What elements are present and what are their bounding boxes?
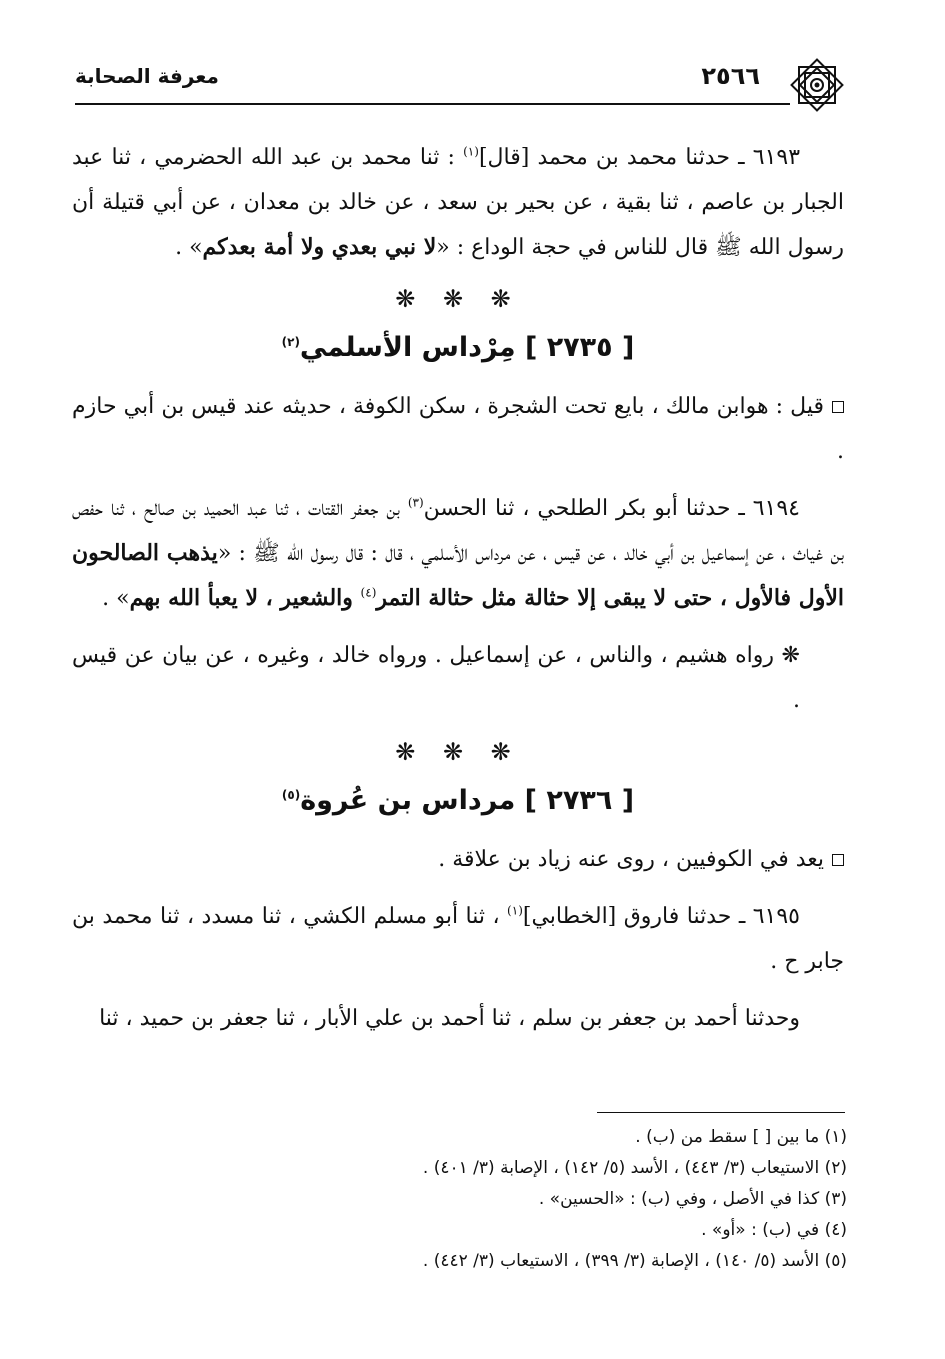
entry-title-text: [ ٢٧٣٦ ] مرداس بن عُروة: [300, 785, 635, 816]
entry-title-2735: [72, 324, 844, 372]
footnote-ref: (٣): [407, 495, 424, 510]
paragraph-text: » .: [175, 235, 203, 260]
paragraph-text: » .: [102, 586, 130, 611]
footnote-5: (٥) الأسد (٥/ ١٤٠) ، الإصابة (٣/ ٣٩٩) ، الاستيعاب (٣/ ٤٤٢) .: [422, 1251, 847, 1271]
box-marker-icon: [832, 854, 844, 866]
hadith-paragraph-6194: [72, 486, 844, 621]
footnote-2: (٢) الاستيعاب (٣/ ٤٤٣) ، الأسد (٥/ ١٤٢) ، الإصابة (٣/ ٤٠١) .: [422, 1158, 847, 1178]
footnote-ref: (١): [463, 144, 479, 159]
hadith-text: يذهب الصالحون الأول فالأول ، حتى لا يبقى إلا حثالة مثل حثالة التمر: [72, 540, 844, 611]
footnote-4: (٤) في (ب) : «أو» .: [701, 1220, 847, 1240]
paragraph-text: ٦١٩٣ ـ حدثنا محمد بن محمد [قال]: [478, 145, 801, 170]
biography-paragraph: [72, 384, 844, 474]
footnote-ref: (١): [507, 903, 523, 918]
paragraph-text: : ثنا محمد بن عبد الله الحضرمي ، ثنا عبد الجبار بن عاصم ، ثنا بقية ، عن بحير بن سعد ، عن خالد بن معدان ، عن أبي قتيلة أن رسول الله ﷺ قال للناس في حجة الوداع : «: [72, 145, 844, 260]
hadith-text: والشعير ، لا يعبأ الله بهم: [129, 585, 361, 611]
hadith-paragraph-6193: [72, 135, 844, 270]
paragraph-text: ٦١٩٤ ـ حدثنا أبو بكر الطلحي ، ثنا الحسن: [423, 496, 800, 521]
footnote-rule: [597, 1112, 845, 1113]
page-number: ٢٥٦٦: [701, 62, 760, 90]
octagram-ornament-icon: [789, 57, 845, 113]
footnote-ref: (٢): [281, 335, 300, 349]
box-marker-icon: [832, 401, 844, 413]
hadith-paragraph-continuation: وحدثنا أحمد بن جعفر بن سلم ، ثنا أحمد بن علي الأبار ، ثنا جعفر بن حميد ، ثنا: [99, 1006, 800, 1031]
paragraph-text: يعد في الكوفيين ، روى عنه زياد بن علاقة .: [438, 847, 824, 872]
main-text: [72, 135, 844, 1041]
footnotes: [147, 1122, 847, 1277]
paragraph-text: ، ثنا أبو مسلم الكشي ، ثنا مسدد ، ثنا محمد بن جابر ح .: [72, 904, 844, 974]
paragraph-text: ٦١٩٥ ـ حدثنا فاروق [الخطابي]: [522, 904, 800, 929]
footnote-ref: (٥): [281, 788, 301, 802]
footnote-1: (١) ما بين [ ] سقط من (ب) .: [635, 1127, 847, 1147]
paragraph-text: قيل : هوابن مالك ، بايع تحت الشجرة ، سكن الكوفة ، حديثه عند قيس بن أبي حازم .: [72, 394, 844, 464]
section-divider-stars: ❋ ❋ ❋: [395, 285, 521, 313]
entry-title-text: [ ٢٧٣٥ ] مِرْداس الأسلمي: [299, 332, 635, 363]
header-rule: [75, 103, 790, 105]
hadith-paragraph-6195: [72, 894, 844, 984]
paragraph-text: بن جعفر القتات ، ثنا عبد الحميد بن صالح ، ثنا حفص بن غياث ، عن إسماعيل بن أبي خالد ، عن قيس ، عن مرداس الأسلمي ، قال : قال رسول الله ﷺ : «: [72, 496, 844, 566]
footnote-3: (٣) كذا في الأصل ، وفي (ب) : «الحسين» .: [538, 1189, 847, 1209]
biography-paragraph: [72, 837, 844, 882]
footnote-ref: (٤): [360, 585, 377, 600]
section-divider-stars: ❋ ❋ ❋: [395, 738, 521, 766]
hadith-text: لا نبي بعدي ولا أمة بعدكم: [202, 234, 437, 260]
page-header: [75, 62, 845, 102]
entry-title-2736: [72, 777, 844, 825]
narration-note: ❋ رواه هشيم ، والناس ، عن إسماعيل . ورواه خالد ، وغيره ، عن بيان عن قيس .: [72, 643, 800, 713]
running-title: معرفة الصحابة: [75, 64, 219, 88]
